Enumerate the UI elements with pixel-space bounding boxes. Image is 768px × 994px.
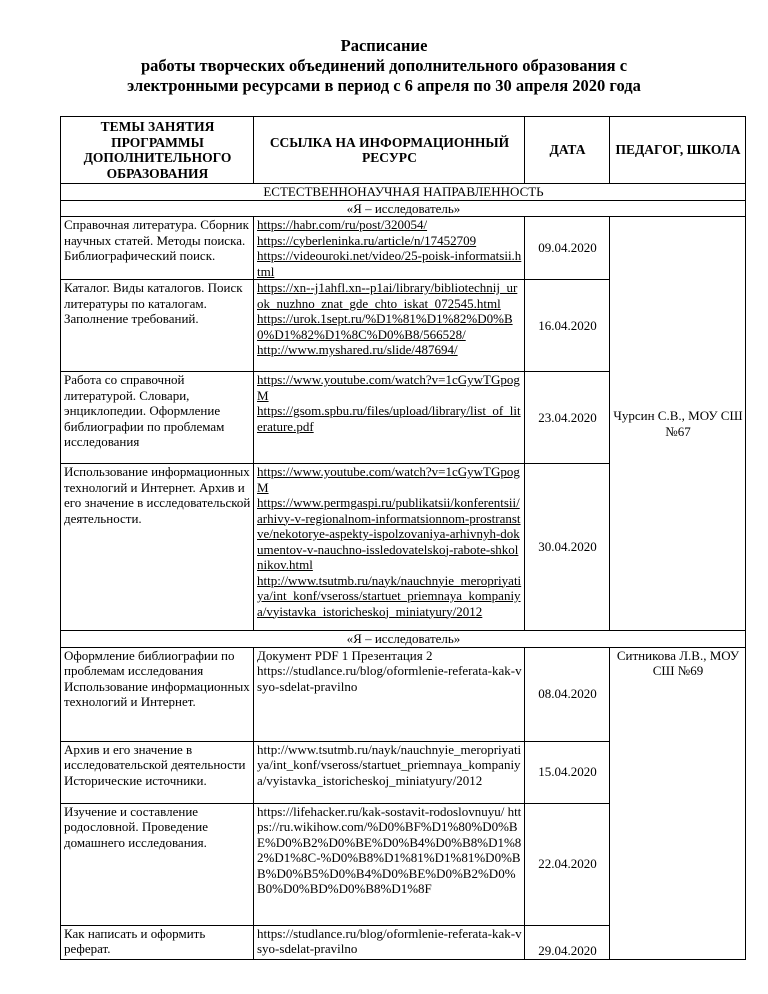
section-row <box>61 184 746 201</box>
topic-cell: Как написать и оформить реферат. <box>61 925 254 959</box>
group1-subtitle-row <box>61 200 746 217</box>
resource-link[interactable]: https://www.youtube.com/watch?v=1cGywTGpogM <box>257 372 520 403</box>
resource-link[interactable]: http://www.myshared.ru/slide/487694/ <box>257 342 458 357</box>
date-cell: 30.04.2020 <box>525 464 610 631</box>
resource-link[interactable]: https://cyberleninka.ru/article/n/17452709 <box>257 232 477 248</box>
links-cell <box>254 741 525 803</box>
header-topics: ТЕМЫ ЗАНЯТИЯ ПРОГРАММЫ ДОПОЛНИТЕЛЬНОГО ОБРАЗОВАНИЯ <box>61 117 254 184</box>
resource-text: Документ PDF 1 Презентация 2 <box>257 647 433 663</box>
header-date: ДАТА <box>525 117 610 184</box>
section-title: ЕСТЕСТВЕННОНАУЧНАЯ НАПРАВЛЕННОСТЬ <box>61 184 746 201</box>
resource-text: http://www.tsutmb.ru/nayk/nauchnyie_meropriyatiya/int_konf/vseross/startuet_priemnaya_kompaniya/vyistavka_istoricheskoj_miniatyury/2012 <box>257 741 522 788</box>
links-cell <box>254 217 525 280</box>
resource-text: https://lifehacker.ru/kak-sostavit-rodoslovnuyu/ https://ru.wikihow.com/%D0%BF%D1%80%D0%BE%D0%B2%D0%BE%D0%B4%D0%B8%D1%82%D1%8C-%D0%B8%D1%81%D1%81%D0%BB%D0%B5%D0%B4%D0%BE%D0%B2%D0%B0%D0%BD%D0%B8%D1%8F <box>257 803 522 896</box>
links-cell <box>254 372 525 464</box>
links-cell <box>254 647 525 741</box>
teacher-cell: Ситникова Л.В., МОУ СШ №69 <box>610 647 746 959</box>
resource-link[interactable]: https://habr.com/ru/post/320054/ <box>257 217 428 232</box>
resource-text: https://studlance.ru/blog/oformlenie-referata-kak-vsyo-sdelat-pravilno <box>257 663 522 694</box>
table-row <box>61 647 746 741</box>
title-line-2: работы творческих объединений дополнительного образования с <box>140 56 628 75</box>
resource-link[interactable]: https://xn--j1ahfl.xn--p1ai/library/bibliotechnij_urok_nuzhno_znat_gde_chto_iskat_072545.html <box>257 280 518 311</box>
links-cell <box>254 464 525 631</box>
links-cell <box>254 803 525 925</box>
date-cell: 23.04.2020 <box>525 372 610 464</box>
header-row <box>61 117 746 184</box>
topic-cell: Архив и его значение в исследовательской деятельности Исторические источники. <box>61 741 254 803</box>
resource-text: https://studlance.ru/blog/oformlenie-referata-kak-vsyo-sdelat-pravilno <box>257 925 522 956</box>
resource-link[interactable]: https://urok.1sept.ru/%D1%81%D1%82%D0%B0%D1%82%D1%8C%D0%B8/566528/ <box>257 311 513 342</box>
topic-cell: Оформление библиографии по проблемам исследования Использование информационных технологий и Интернет. <box>61 647 254 741</box>
teacher-cell: Чурсин С.В., МОУ СШ №67 <box>610 217 746 631</box>
group1-subtitle: «Я – исследователь» <box>61 200 746 217</box>
group2-subtitle: «Я – исследователь» <box>61 631 746 648</box>
date-cell: 15.04.2020 <box>525 741 610 803</box>
topic-cell: Каталог. Виды каталогов. Поиск литературы по каталогам. Заполнение требований. <box>61 280 254 372</box>
resource-link[interactable]: https://www.permgaspi.ru/publikatsii/konferentsii/arhivy-v-regionalnom-informatsionnom-prostranstve/nekotorye-aspekty-ispolzovaniya-arhivnyh-dokumentov-v-nauchno-issledovatelskoj-rabote-shkolnikov.html <box>257 495 521 572</box>
group2-subtitle-row <box>61 631 746 648</box>
resource-link[interactable]: http://www.tsutmb.ru/nayk/nauchnyie_meropriyatiya/int_konf/vseross/startuet_priemnaya_kompaniya/vyistavka_istoricheskoj_miniatyury/2012 <box>257 572 522 619</box>
title-line-1: Расписание <box>340 36 428 55</box>
date-cell: 22.04.2020 <box>525 803 610 925</box>
document-title <box>0 36 768 96</box>
resource-link[interactable]: https://gsom.spbu.ru/files/upload/library/list_of_literature.pdf <box>257 403 521 434</box>
date-cell: 16.04.2020 <box>525 280 610 372</box>
date-cell: 09.04.2020 <box>525 217 610 280</box>
topic-cell: Работа со справочной литературой. Словари, энциклопедии. Оформление библиографии по проблемам исследования <box>61 372 254 464</box>
links-cell <box>254 925 525 959</box>
topic-cell: Использование информационных технологий и Интернет. Архив и его значение в исследовательской деятельности. <box>61 464 254 631</box>
date-cell: 29.04.2020 <box>525 925 610 959</box>
date-cell: 08.04.2020 <box>525 647 610 741</box>
resource-link[interactable]: https://www.youtube.com/watch?v=1cGywTGpogM <box>257 464 520 495</box>
header-link: ССЫЛКА НА ИНФОРМАЦИОННЫЙ РЕСУРС <box>254 117 525 184</box>
topic-cell: Справочная литература. Сборник научных статей. Методы поиска. Библиографический поиск. <box>61 217 254 280</box>
header-teacher: ПЕДАГОГ, ШКОЛА <box>610 117 746 184</box>
schedule-table <box>60 116 746 960</box>
topic-cell: Изучение и составление родословной. Проведение домашнего исследования. <box>61 803 254 925</box>
links-cell <box>254 280 525 372</box>
table-row <box>61 217 746 280</box>
title-line-3: электронными ресурсами в период с 6 апреля по 30 апреля 2020 года <box>127 76 641 95</box>
resource-link[interactable]: https://videouroki.net/video/25-poisk-informatsii.html <box>257 248 522 279</box>
